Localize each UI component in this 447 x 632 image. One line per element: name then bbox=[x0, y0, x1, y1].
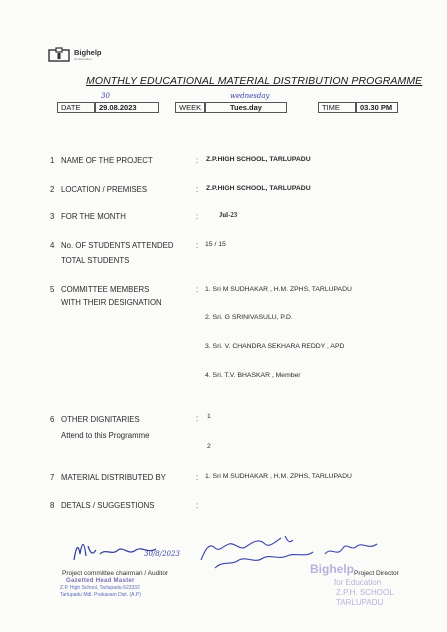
item-7-value: 1. Sri M SUDHAKAR , H.M. ZPHS, TARLUPADU bbox=[205, 473, 352, 480]
item-3-value: Jul-23 bbox=[219, 212, 238, 219]
time-value: 03.30 PM bbox=[356, 102, 398, 113]
week-label: WEEK bbox=[175, 102, 205, 113]
item-8-number: 8 bbox=[50, 501, 55, 510]
item-5-number: 5 bbox=[50, 285, 55, 294]
time-label: TIME bbox=[318, 102, 356, 113]
stamp-district: Tarlupadu Mdl. Prakasam Dist. (A.P) bbox=[60, 592, 141, 598]
item-3-label: FOR THE MONTH bbox=[61, 212, 126, 221]
item-4-label-2: TOTAL STUDENTS bbox=[61, 256, 130, 265]
stamp-for-education: for Education bbox=[334, 578, 382, 587]
brand-name: Bighelp bbox=[74, 48, 102, 58]
committee-member-1: 1. Sri M SUDHAKAR , H.M. ZPHS, TARLUPADU bbox=[205, 286, 352, 293]
week-value: Tues.day bbox=[205, 102, 287, 113]
item-1-number: 1 bbox=[50, 156, 55, 165]
committee-member-2: 2. Sri. G SRINIVASULU, P.D. bbox=[205, 314, 293, 321]
committee-member-4: 4. Sri. T.V. BHASKAR , Member bbox=[205, 372, 301, 379]
item-6-label: OTHER DIGNITARIES bbox=[61, 415, 140, 424]
chairman-caption: Project committee chairman / Auditor bbox=[62, 570, 169, 577]
brand-sub: for Education bbox=[74, 56, 92, 61]
item-4-label: No. OF STUDENTS ATTENDED bbox=[61, 241, 174, 250]
stamp-village: TARLUPADU bbox=[336, 598, 384, 607]
colon: : bbox=[196, 414, 199, 423]
item-3-number: 3 bbox=[50, 212, 55, 221]
item-1-label: NAME OF THE PROJECT bbox=[61, 156, 153, 165]
item-7-label: MATERIAL DISTRIBUTED BY bbox=[61, 473, 166, 482]
brand-logo bbox=[48, 47, 102, 63]
item-5-label-2: WITH THEIR DESIGNATION bbox=[61, 298, 162, 307]
director-caption: Project Director bbox=[354, 570, 399, 577]
item-2-value: Z.P.HIGH SCHOOL, TARLUPADU bbox=[206, 185, 311, 192]
date-label: DATE bbox=[57, 102, 95, 113]
stamp-headmaster-title: Gazetted Head Master bbox=[66, 578, 135, 584]
stamp-school-name: Z.P.H. SCHOOL bbox=[336, 588, 394, 597]
date-value: 29.08.2023 bbox=[95, 102, 159, 113]
chairman-signature-icon bbox=[70, 534, 175, 564]
document-title: MONTHLY EDUCATIONAL MATERIAL DISTRIBUTION PROGRAMME bbox=[86, 75, 423, 87]
signature-area bbox=[0, 528, 447, 632]
item-6-label-2: Attend to this Programme bbox=[61, 431, 150, 440]
handwritten-week-note: wednesday bbox=[230, 92, 270, 100]
item-4-value: 15 / 15 bbox=[205, 241, 226, 248]
bighelp-logo-icon bbox=[48, 47, 70, 63]
colon: : bbox=[196, 212, 199, 221]
colon: : bbox=[196, 156, 199, 165]
item-6-number: 6 bbox=[50, 415, 55, 424]
item-2-label: LOCATION / PREMISES bbox=[61, 185, 148, 194]
stamp-school-address: Z.P. High School, Tarlupadu-523332 bbox=[60, 585, 140, 591]
item-8-label: DETALS / SUGGESTIONS bbox=[61, 501, 155, 510]
item-1-value: Z.P.HIGH SCHOOL, TARLUPADU bbox=[206, 156, 311, 163]
dignitary-1: 1 bbox=[207, 413, 211, 420]
dignitary-2: 2 bbox=[207, 443, 211, 450]
director-signature-icon bbox=[195, 530, 385, 570]
colon: : bbox=[196, 501, 199, 510]
committee-member-3: 3. Sri. V. CHANDRA SEKHARA REDDY , APD bbox=[205, 343, 345, 350]
colon: : bbox=[196, 185, 199, 194]
stamp-bighelp: Bighelp bbox=[310, 562, 354, 576]
colon: : bbox=[196, 473, 199, 482]
chairman-signature-date: 30/8/2023 bbox=[144, 550, 180, 558]
item-7-number: 7 bbox=[50, 473, 55, 482]
colon: : bbox=[196, 285, 199, 294]
item-2-number: 2 bbox=[50, 185, 55, 194]
item-4-number: 4 bbox=[50, 241, 55, 250]
handwritten-date-note: 30 bbox=[101, 92, 110, 100]
colon: : bbox=[196, 241, 199, 250]
item-5-label: COMMITTEE MEMBERS bbox=[61, 285, 150, 294]
